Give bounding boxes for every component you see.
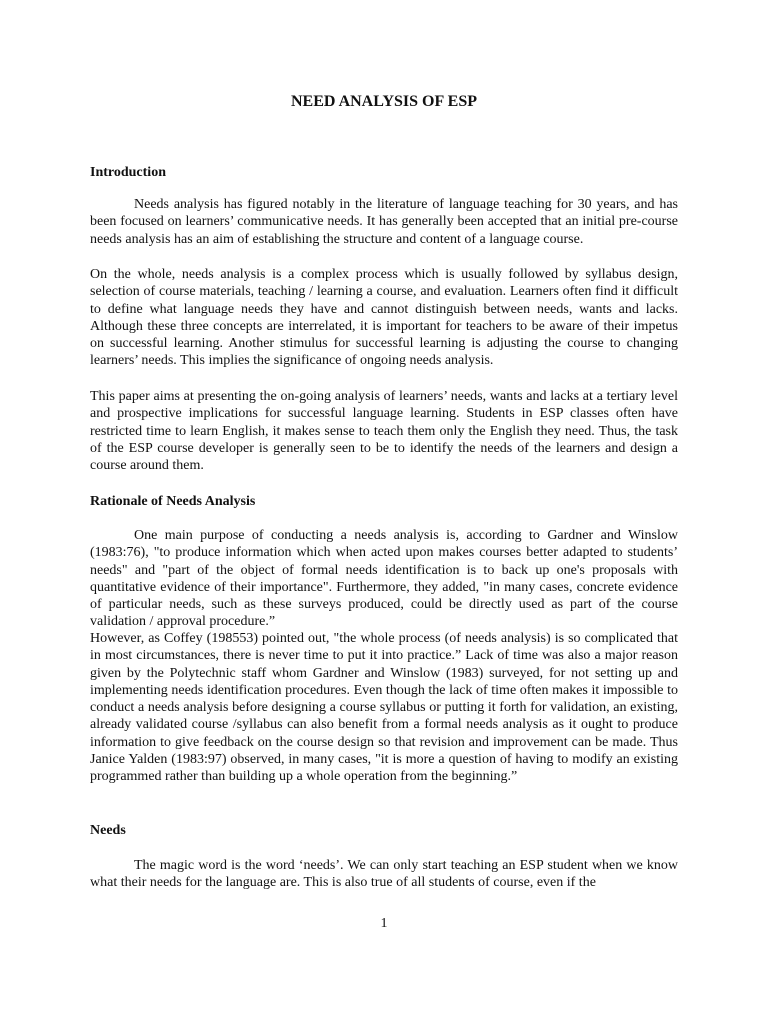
document-title: NEED ANALYSIS OF ESP: [291, 93, 477, 110]
section-heading-needs: Needs: [90, 823, 126, 838]
document-page: [90, 0, 678, 1024]
intro-paragraph-1: [90, 196, 678, 248]
section-heading-introduction: Introduction: [90, 165, 166, 180]
needs-paragraph-1-text: The magic word is the word ‘needs’. We can only start teaching an ESP student when we know what their needs for the language are. This is also true of all students of course, even if the: [90, 858, 678, 891]
section-heading-rationale: Rationale of Needs Analysis: [90, 494, 256, 509]
intro-paragraph-2: On the whole, needs analysis is a complex process which is usually followed by syllabus design, selection of course materials, teaching / learning a course, and evaluation. Learners often find it difficult to define what language needs they have and cannot distinguish between needs, wants and lacks. Although these three concepts are interrelated, it is important for teachers to be aware of their impetus on successful learning. Another stimulus for successful learning is adjusting the course to changing learners’ needs. This implies the significance of ongoing needs analysis.: [90, 267, 678, 369]
needs-paragraph-1: [90, 857, 678, 892]
rationale-paragraph-1-text: One main purpose of conducting a needs analysis is, according to Gardner and Winslow (1983:76), "to produce information which when acted upon makes courses better adapted to students’ needs" and "part of the object of formal needs identification is to back up one's proposals with quantitative evidence of their importance". Furthermore, they added, "in many cases, concrete evidence of particular needs, such as these surveys produced, could be directly used as part of the course validation / approval procedure.”: [90, 528, 678, 630]
page-number: 1: [380, 916, 388, 931]
intro-paragraph-1-text: Needs analysis has figured notably in the literature of language teaching for 30 years, and has been focused on learners’ communicative needs. It has generally been accepted that an initial pre-course needs analysis has an aim of establishing the structure and content of a language course.: [90, 197, 678, 247]
rationale-paragraph-2: However, as Coffey (198553) pointed out, "the whole process (of needs analysis) is so complicated that in most circumstances, there is never time to put it into practice.” Lack of time was also a major reason given by the Polytechnic staff whom Gardner and Winslow (1983) surveyed, for not setting up and implementing needs identification procedures. Even though the lack of time often makes it impossible to conduct a needs analysis before designing a course syllabus or putting it forth for validation, an existing, already validated course /syllabus can also benefit from a formal needs analysis as it ought to produce information to give feedback on the course design so that revision and improvement can be made. Thus Janice Yalden (1983:97) observed, in many cases, "it is more a question of having to modify an existing programmed rather than building up a whole operation from the beginning.”: [90, 631, 678, 785]
rationale-paragraph-1: [90, 527, 678, 631]
intro-paragraph-3: This paper aims at presenting the on-going analysis of learners’ needs, wants and lacks at a tertiary level and prospective implications for successful language learning. Students in ESP classes often have restricted time to learn English, it makes sense to teach them only the English they need. Thus, the task of the ESP course developer is generally seen to be to identify the needs of the learners and design a course around them.: [90, 389, 678, 474]
